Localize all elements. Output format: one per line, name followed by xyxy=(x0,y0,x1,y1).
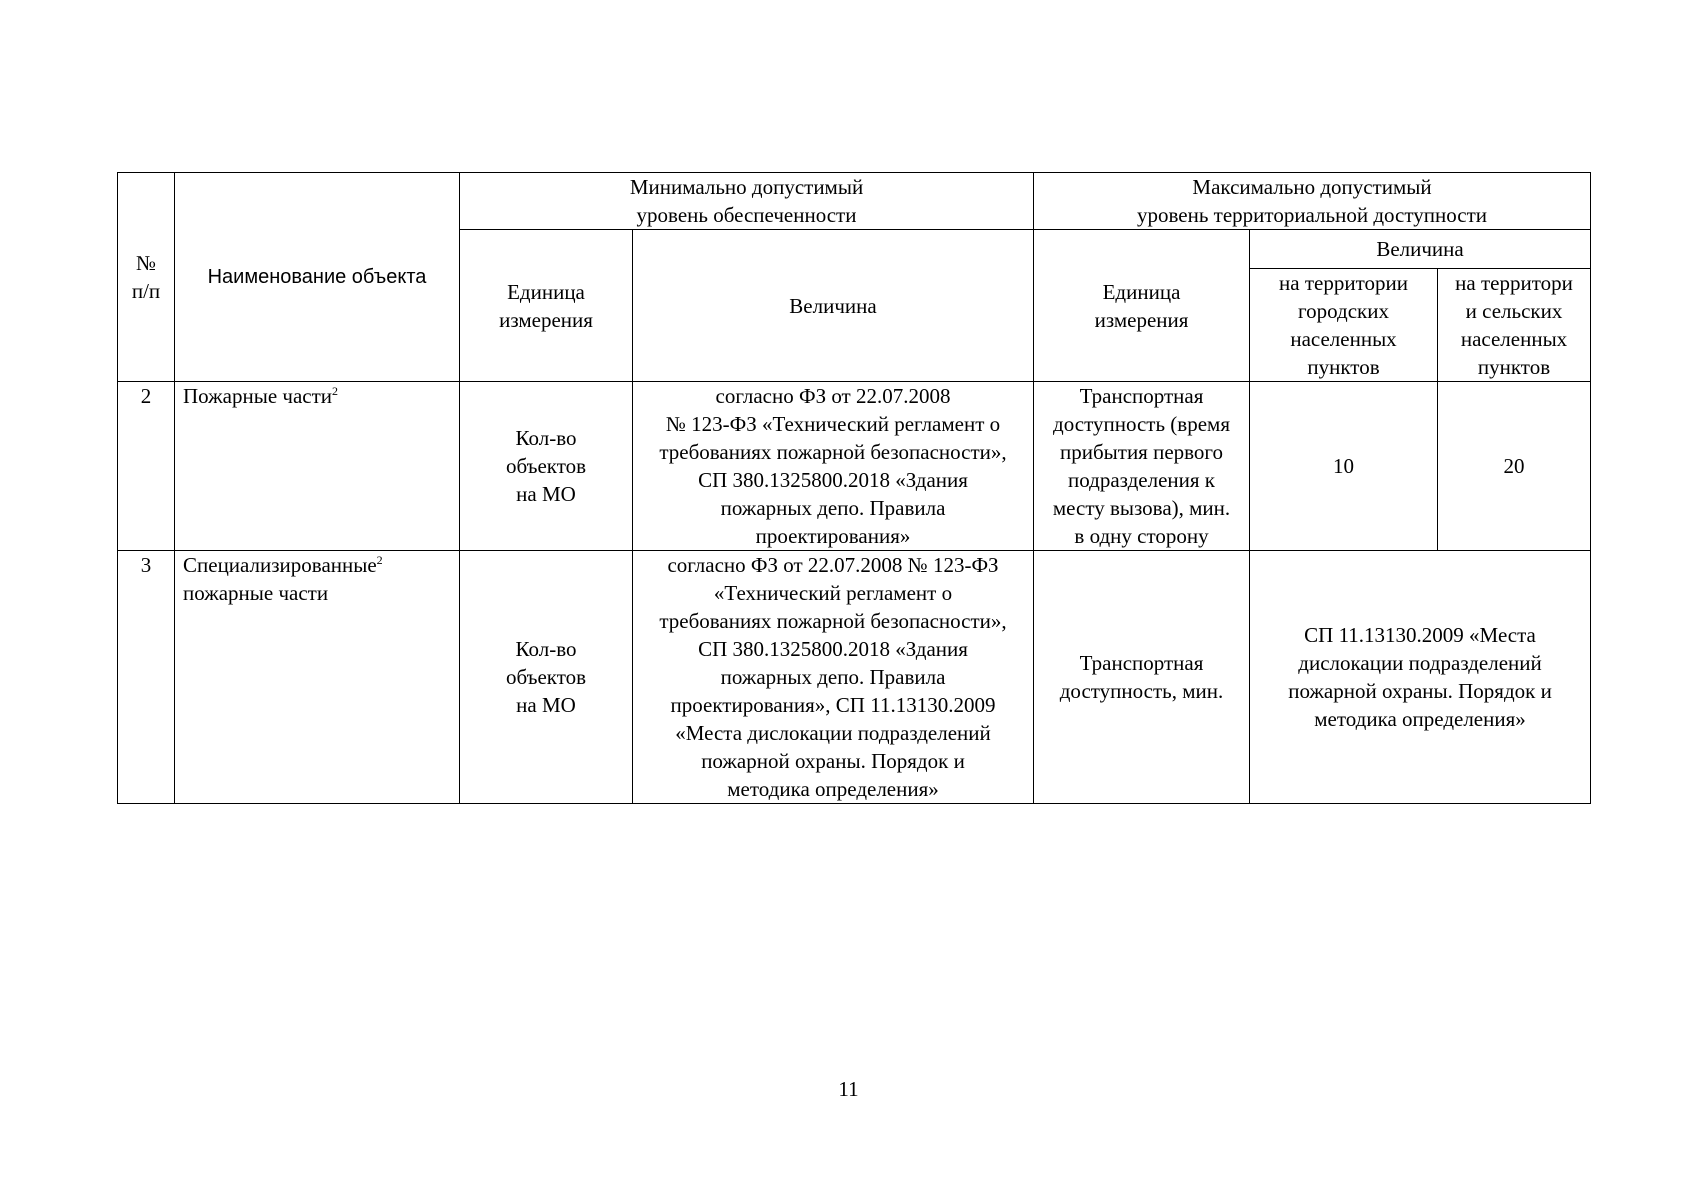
row-object-name-text: Специализированные xyxy=(183,553,377,577)
footnote-mark: 2 xyxy=(332,384,339,398)
table-row xyxy=(118,551,1591,804)
header-value-max: Величина xyxy=(1250,230,1591,269)
row-access-unit: Транспортная доступность, мин. xyxy=(1034,551,1250,804)
row-object-name-text: Пожарные части xyxy=(183,384,333,408)
row-object-name xyxy=(175,382,460,551)
row-unit: Кол-во объектов на МО xyxy=(460,382,633,551)
row-object-name xyxy=(175,551,460,804)
table-row xyxy=(118,382,1591,551)
standards-table xyxy=(117,172,1591,804)
header-value-min: Величина xyxy=(633,230,1034,382)
row-value: согласно ФЗ от 22.07.2008 № 123-ФЗ «Технический регламент о требованиях пожарной безопасности», СП 380.1325800.2018 «Здания пожарных депо. Правила проектирования», СП 11.13130.2009 «Места дислокации подразделений пожарной охраны. Порядок и методика определения» xyxy=(633,551,1034,804)
row-urban-value: 10 xyxy=(1250,382,1438,551)
row-rural-value: 20 xyxy=(1438,382,1591,551)
row-access-unit: Транспортная доступность (время прибытия первого подразделения к месту вызова), мин. в одну сторону xyxy=(1034,382,1250,551)
row-unit: Кол-во объектов на МО xyxy=(460,551,633,804)
header-object-name: Наименование объекта xyxy=(175,173,460,382)
row-access-value: СП 11.13130.2009 «Места дислокации подразделений пожарной охраны. Порядок и методика определения» xyxy=(1250,551,1591,804)
header-urban: на территории городских населенных пунктов xyxy=(1250,269,1438,382)
header-max-level: Максимально допустимый уровень территориальной доступности xyxy=(1034,173,1591,230)
row-value: согласно ФЗ от 22.07.2008 № 123-ФЗ «Технический регламент о требованиях пожарной безопасности», СП 380.1325800.2018 «Здания пожарных депо. Правила проектирования» xyxy=(633,382,1034,551)
row-number: 2 xyxy=(118,382,175,551)
header-unit-min: Единица измерения xyxy=(460,230,633,382)
header-number: № п/п xyxy=(118,173,175,382)
row-object-name-text-2: пожарные части xyxy=(183,581,329,605)
header-rural: на территори и сельских населенных пунктов xyxy=(1438,269,1591,382)
header-unit-max: Единица измерения xyxy=(1034,230,1250,382)
row-number: 3 xyxy=(118,551,175,804)
header-min-level: Минимально допустимый уровень обеспеченности xyxy=(460,173,1034,230)
footnote-mark: 2 xyxy=(376,553,383,567)
page-number: 11 xyxy=(838,1077,859,1101)
